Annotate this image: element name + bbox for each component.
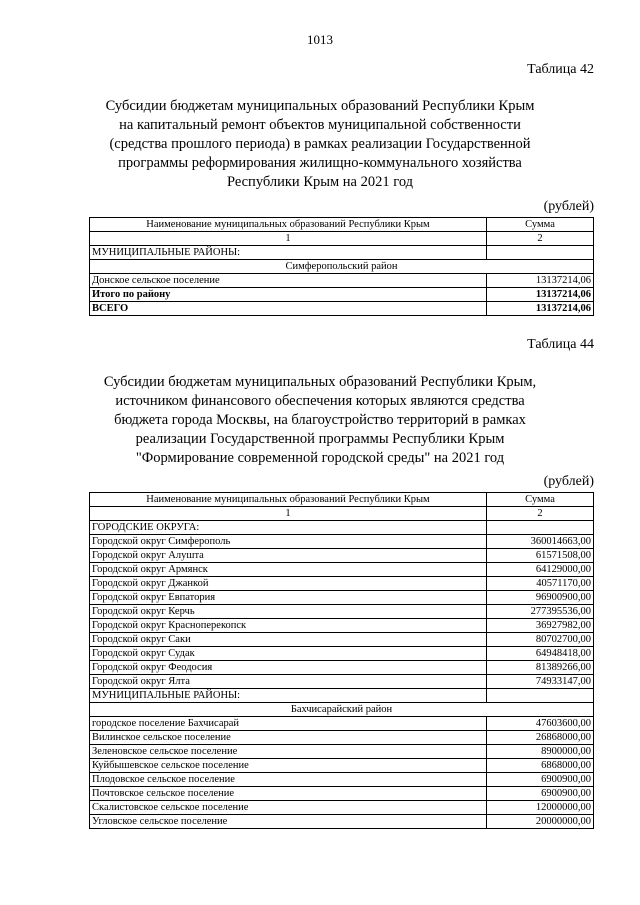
table-row: [90, 815, 594, 829]
section-label: МУНИЦИПАЛЬНЫЕ РАЙОНЫ:: [90, 246, 487, 260]
row-sum: 26868000,00: [487, 731, 594, 745]
table-42-units: (рублей): [543, 199, 594, 214]
row-name: Куйбышевское сельское поселение: [90, 759, 487, 773]
row-name: Городской округ Джанкой: [90, 577, 487, 591]
row-name: Городской округ Евпатория: [90, 591, 487, 605]
table-row: [90, 661, 594, 675]
column-number-row: [90, 232, 594, 246]
col-number: 1: [90, 507, 487, 521]
row-sum: 13137214,06: [487, 288, 594, 302]
row-name: Городской округ Судак: [90, 647, 487, 661]
title-line: на капитальный ремонт объектов муниципальной собственности: [119, 117, 521, 133]
district-label: Бахчисарайский район: [90, 703, 594, 717]
empty-cell: [487, 689, 594, 703]
title-line: бюджета города Москвы, на благоустройство территорий в рамках: [114, 412, 526, 428]
row-name: Городской округ Ялта: [90, 675, 487, 689]
column-number-row: [90, 507, 594, 521]
title-line: "Формирование современной городской среды" на 2021 год: [135, 450, 505, 466]
table-row: [90, 773, 594, 787]
table-44-label: Таблица 44: [527, 337, 594, 352]
header-name: Наименование муниципальных образований Республики Крым: [90, 218, 487, 232]
row-sum: 277395536,00: [487, 605, 594, 619]
row-sum: 6900900,00: [487, 773, 594, 787]
title-line: источником финансового обеспечения которых являются средства: [115, 393, 525, 409]
row-name: Скалистовское сельское поселение: [90, 801, 487, 815]
row-sum: 20000000,00: [487, 815, 594, 829]
title-line: Субсидии бюджетам муниципальных образований Республики Крым,: [103, 374, 537, 390]
row-name: Итого по району: [90, 288, 487, 302]
table-44: [89, 492, 594, 829]
row-name: Городской округ Красноперекопск: [90, 619, 487, 633]
row-sum: 47603600,00: [487, 717, 594, 731]
header-sum: Сумма: [487, 493, 594, 507]
table-row: [90, 801, 594, 815]
row-name: Городской округ Феодосия: [90, 661, 487, 675]
table-row: [90, 787, 594, 801]
row-sum: 8900000,00: [487, 745, 594, 759]
row-sum: 96900900,00: [487, 591, 594, 605]
row-sum: 13137214,06: [487, 302, 594, 316]
title-line: (средства прошлого периода) в рамках реализации Государственной: [109, 136, 531, 152]
row-sum: 12000000,00: [487, 801, 594, 815]
district-row: [90, 703, 594, 717]
row-sum: 13137214,06: [487, 274, 594, 288]
row-name: Зеленовское сельское поселение: [90, 745, 487, 759]
table-row: [90, 619, 594, 633]
col-number: 2: [487, 507, 594, 521]
table-row: [90, 745, 594, 759]
col-number: 2: [487, 232, 594, 246]
district-total-row: [90, 288, 594, 302]
section-row: [90, 521, 594, 535]
row-name: Городской округ Симферополь: [90, 535, 487, 549]
table-42: [89, 217, 594, 316]
title-line: программы реформирования жилищно-коммунального хозяйства: [118, 155, 522, 171]
row-name: ВСЕГО: [90, 302, 487, 316]
row-name: Городской округ Саки: [90, 633, 487, 647]
row-sum: 40571170,00: [487, 577, 594, 591]
row-sum: 360014663,00: [487, 535, 594, 549]
header-name: Наименование муниципальных образований Республики Крым: [90, 493, 487, 507]
row-sum: 6900900,00: [487, 787, 594, 801]
table-row: [90, 591, 594, 605]
table-row: [90, 647, 594, 661]
row-name: Городской округ Алушта: [90, 549, 487, 563]
table-row: [90, 675, 594, 689]
row-name: Вилинское сельское поселение: [90, 731, 487, 745]
table-row: [90, 563, 594, 577]
section-row: [90, 689, 594, 703]
table-44-units: (рублей): [543, 474, 594, 489]
row-sum: 81389266,00: [487, 661, 594, 675]
row-sum: 61571508,00: [487, 549, 594, 563]
header-sum: Сумма: [487, 218, 594, 232]
table-row: [90, 731, 594, 745]
row-sum: 80702700,00: [487, 633, 594, 647]
table-row: [90, 633, 594, 647]
table-row: [90, 549, 594, 563]
table-row: [90, 577, 594, 591]
table-header-row: [90, 493, 594, 507]
title-line: реализации Государственной программы Республики Крым: [135, 431, 505, 447]
district-label: Симферопольский район: [90, 260, 594, 274]
district-row: [90, 260, 594, 274]
row-name: Угловское сельское поселение: [90, 815, 487, 829]
empty-cell: [487, 521, 594, 535]
row-name: Донское сельское поселение: [90, 274, 487, 288]
empty-cell: [487, 246, 594, 260]
row-name: Почтовское сельское поселение: [90, 787, 487, 801]
title-line: Субсидии бюджетам муниципальных образований Республики Крым: [105, 98, 535, 114]
section-label: МУНИЦИПАЛЬНЫЕ РАЙОНЫ:: [90, 689, 487, 703]
table-row: [90, 605, 594, 619]
table-42-label: Таблица 42: [527, 62, 594, 77]
row-sum: 74933147,00: [487, 675, 594, 689]
row-name: Городской округ Армянск: [90, 563, 487, 577]
col-number: 1: [90, 232, 487, 246]
table-row: [90, 274, 594, 288]
page-number: 1013: [307, 32, 333, 47]
row-name: Плодовское сельское поселение: [90, 773, 487, 787]
table-row: [90, 535, 594, 549]
title-line: Республики Крым на 2021 год: [226, 174, 414, 190]
table-44-title: [60, 373, 580, 468]
row-sum: 36927982,00: [487, 619, 594, 633]
grand-total-row: [90, 302, 594, 316]
table-row: [90, 717, 594, 731]
row-name: городское поселение Бахчисарай: [90, 717, 487, 731]
table-header-row: [90, 218, 594, 232]
table-42-title: [60, 97, 580, 192]
row-sum: 64948418,00: [487, 647, 594, 661]
section-row: [90, 246, 594, 260]
row-name: Городской округ Керчь: [90, 605, 487, 619]
section-label: ГОРОДСКИЕ ОКРУГА:: [90, 521, 487, 535]
row-sum: 64129000,00: [487, 563, 594, 577]
table-row: [90, 759, 594, 773]
row-sum: 6868000,00: [487, 759, 594, 773]
